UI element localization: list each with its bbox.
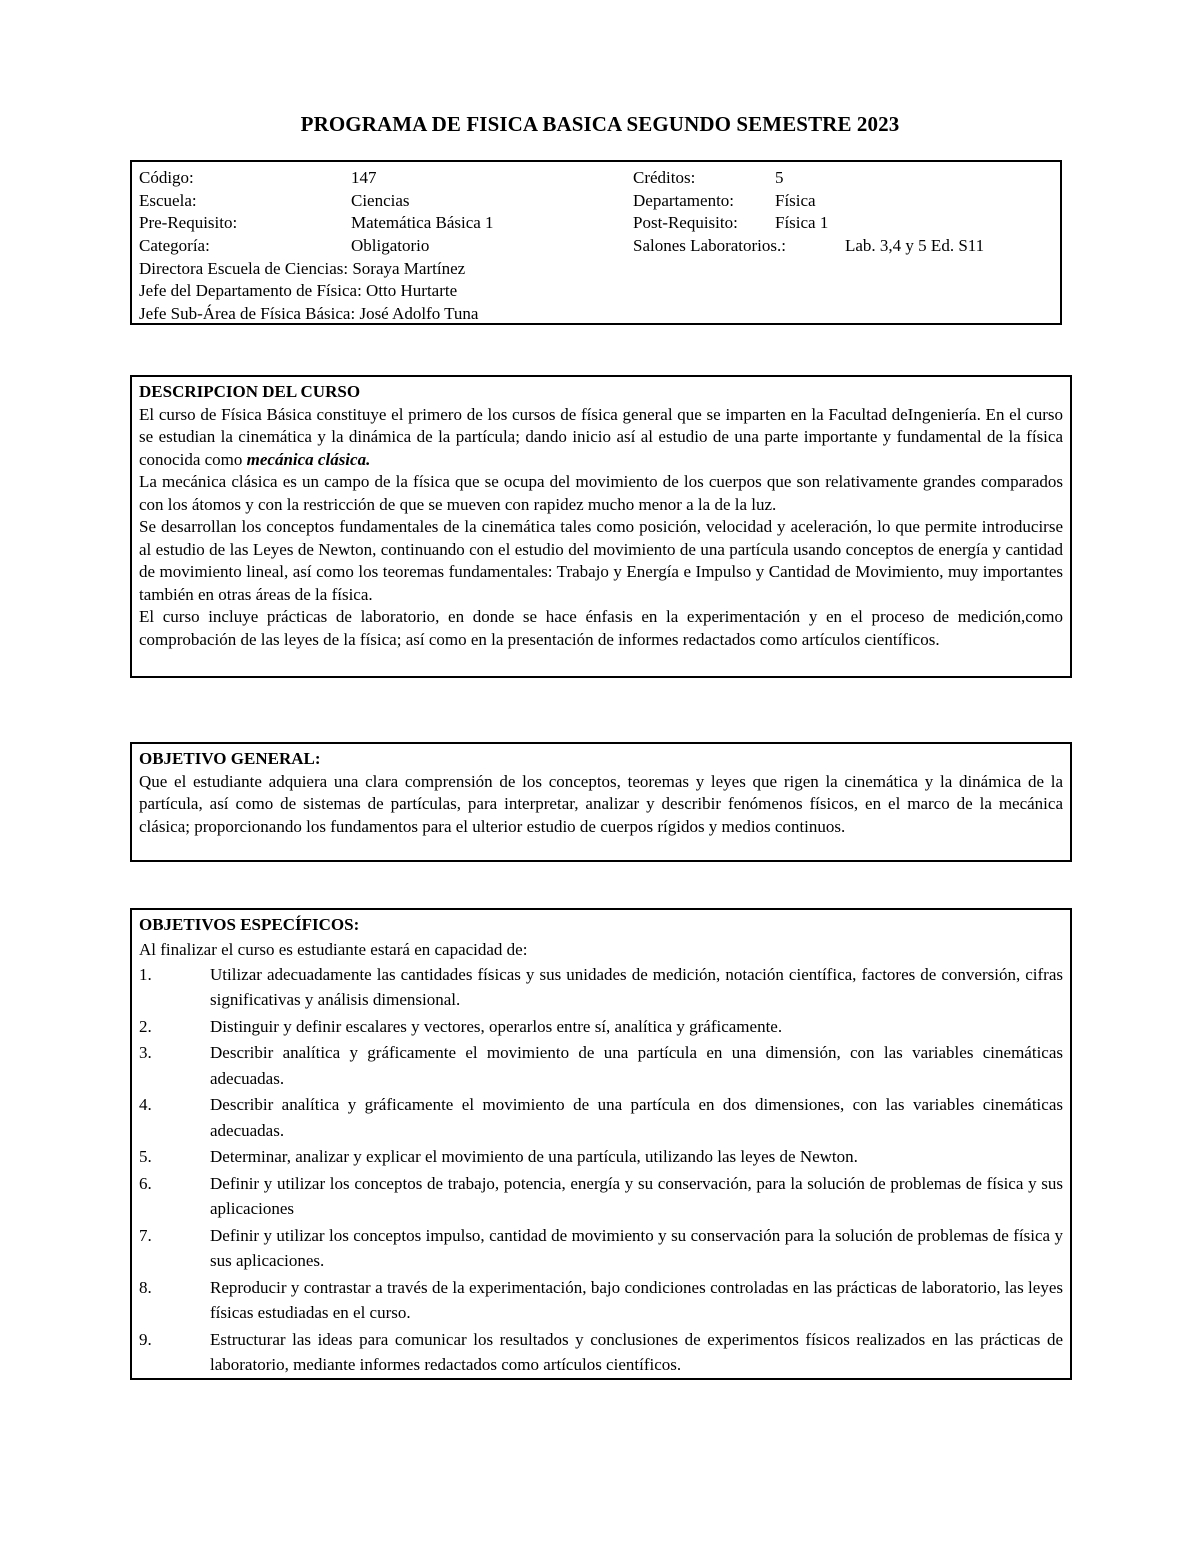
- creditos-value: 5: [775, 168, 784, 187]
- course-info-box: [130, 160, 1062, 325]
- list-item-number: 2.: [139, 1016, 152, 1036]
- list-item-text: Utilizar adecuadamente las cantidades físicas y sus unidades de medición, notación científica, factores de conversión, cifras significativas y análisis dimensional.: [210, 964, 1063, 1009]
- list-item: [139, 1275, 1063, 1326]
- general-objective-box: [130, 742, 1072, 862]
- list-item: [139, 962, 1063, 1013]
- description-heading: DESCRIPCION DEL CURSO: [139, 382, 361, 401]
- course-info-grid: [139, 167, 1053, 326]
- description-paragraph-2: La mecánica clásica es un campo de la física que se ocupa del movimiento de los cuerpos que son relativamente grandes comparados con los átomos y con la restricción de que se mueven con rapidez mucho menor a la de la luz.: [139, 472, 1063, 514]
- creditos-label: Créditos:: [633, 168, 696, 187]
- description-paragraph-4: El curso incluye prácticas de laboratorio, en donde se hace énfasis en la experimentación y en el proceso de medición,como comprobación de las leyes de la física; así como en la presentación de informes redactados como artículos científicos.: [139, 607, 1063, 649]
- list-item-number: 6.: [139, 1173, 152, 1193]
- page-title: PROGRAMA DE FISICA BASICA SEGUNDO SEMESTRE 2023: [300, 112, 900, 136]
- list-item: [139, 1144, 1063, 1170]
- specific-objectives-box: [130, 908, 1072, 1380]
- specific-objectives-intro: Al finalizar el curso es estudiante estará en capacidad de:: [139, 939, 528, 959]
- list-item: [139, 1092, 1063, 1143]
- list-item-number: 5.: [139, 1147, 152, 1166]
- departamento-value: Física: [775, 190, 816, 210]
- list-item-text: Describir analítica y gráficamente el movimiento de una partícula en una dimensión, con las variables cinemáticas adecuadas.: [210, 1043, 1063, 1088]
- postrequisito-label: Post-Requisito:: [633, 213, 738, 233]
- codigo-value: 147: [351, 168, 377, 187]
- salones-value: Lab. 3,4 y 5 Ed. S11: [845, 236, 985, 256]
- list-item-text: Reproducir y contrastar a través de la experimentación, bajo condiciones controladas en las prácticas de laboratorio, las leyes físicas estudiadas en el curso.: [210, 1277, 1063, 1322]
- prerequisito-label: Pre-Requisito:: [139, 213, 238, 233]
- list-item: [139, 1223, 1063, 1274]
- codigo-label: Código:: [139, 168, 194, 187]
- postrequisito-value: Física 1: [775, 213, 829, 233]
- info-row-escuela: [139, 190, 1053, 213]
- list-item-text: Estructurar las ideas para comunicar los resultados y conclusiones de experimentos físicos realizados en las prácticas de laboratorio, mediante informes redactados como artículos científicos.: [210, 1329, 1063, 1374]
- description-paragraph-1: [139, 404, 1063, 472]
- list-item: [139, 1327, 1063, 1378]
- list-item-text: Distinguir y definir escalares y vectores, operarlos entre sí, analítica y gráficamente.: [210, 1016, 783, 1036]
- info-row-codigo: [139, 167, 1053, 190]
- list-item: [139, 1171, 1063, 1222]
- escuela-label: Escuela:: [139, 190, 197, 210]
- specific-objectives-list: [139, 962, 1063, 1378]
- info-row-requisitos: [139, 212, 1053, 235]
- description-paragraph-1-text: El curso de Física Básica constituye el primero de los cursos de física general que se imparten en la Facultad deIngeniería. En el curso se estudian la cinemática y la dinámica de la partícula; dando inicio así al estudio de una parte importante y fundamental de la física conocida como: [139, 404, 1063, 469]
- list-item-text: Describir analítica y gráficamente el movimiento de una partícula en dos dimensiones, con las variables cinemáticas adecuadas.: [210, 1095, 1063, 1140]
- prerequisito-value: Matemática Básica 1: [351, 213, 494, 233]
- list-item-number: 7.: [139, 1225, 152, 1245]
- list-item-number: 9.: [139, 1329, 152, 1349]
- list-item-text: Definir y utilizar los conceptos impulso, cantidad de movimiento y su conservación para la solución de problemas de física y sus aplicaciones.: [210, 1225, 1063, 1270]
- escuela-value: Ciencias: [351, 190, 410, 210]
- description-paragraph-3: Se desarrollan los conceptos fundamentales de la cinemática tales como posición, velocidad y aceleración, lo que permite introducirse al estudio de las Leyes de Newton, continuando con el estudio del movimiento de una partícula usando conceptos de energía y cantidad de movimiento lineal, así como los teoremas fundamentales: Trabajo y Energía e Impulso y Cantidad de Movimiento, muy importantes también en otras áreas de la física.: [139, 517, 1063, 604]
- departamento-label: Departamento:: [633, 190, 735, 210]
- jefe-departamento-line: Jefe del Departamento de Física: Otto Hurtarte: [139, 281, 458, 301]
- general-objective-text: Que el estudiante adquiera una clara comprensión de los conceptos, teoremas y leyes que rigen la cinemática y la dinámica de la partícula, así como de sistemas de partículas, para interpretar, analizar y describir fenómenos físicos, en el marco de la mecánica clásica; proporcionando los fundamentos para el ulterior estudio de cuerpos rígidos y medios continuos.: [139, 771, 1063, 836]
- list-item-text: Determinar, analizar y explicar el movimiento de una partícula, utilizando las leyes de Newton.: [210, 1147, 858, 1166]
- list-item-text: Definir y utilizar los conceptos de trabajo, potencia, energía y su conservación, para la solución de problemas de física y sus aplicaciones: [210, 1173, 1063, 1218]
- salones-label: Salones Laboratorios.:: [633, 236, 786, 256]
- specific-objectives-heading: OBJETIVOS ESPECÍFICOS:: [139, 915, 360, 934]
- description-emphasis: mecánica clásica.: [246, 449, 371, 469]
- list-item-number: 8.: [139, 1277, 152, 1297]
- list-item-number: 1.: [139, 964, 152, 984]
- categoria-label: Categoría:: [139, 236, 210, 256]
- list-item: [139, 1014, 1063, 1040]
- categoria-value: Obligatorio: [351, 236, 430, 256]
- general-objective-heading: OBJETIVO GENERAL:: [139, 749, 321, 768]
- list-item-number: 4.: [139, 1095, 152, 1114]
- list-item-number: 3.: [139, 1043, 152, 1062]
- directora-line: Directora Escuela de Ciencias: Soraya Martínez: [139, 258, 466, 278]
- list-item: [139, 1040, 1063, 1091]
- jefe-subarea-line: Jefe Sub-Área de Física Básica: José Adolfo Tuna: [139, 304, 479, 324]
- course-description-box: [130, 375, 1072, 678]
- info-row-categoria: [139, 235, 1053, 258]
